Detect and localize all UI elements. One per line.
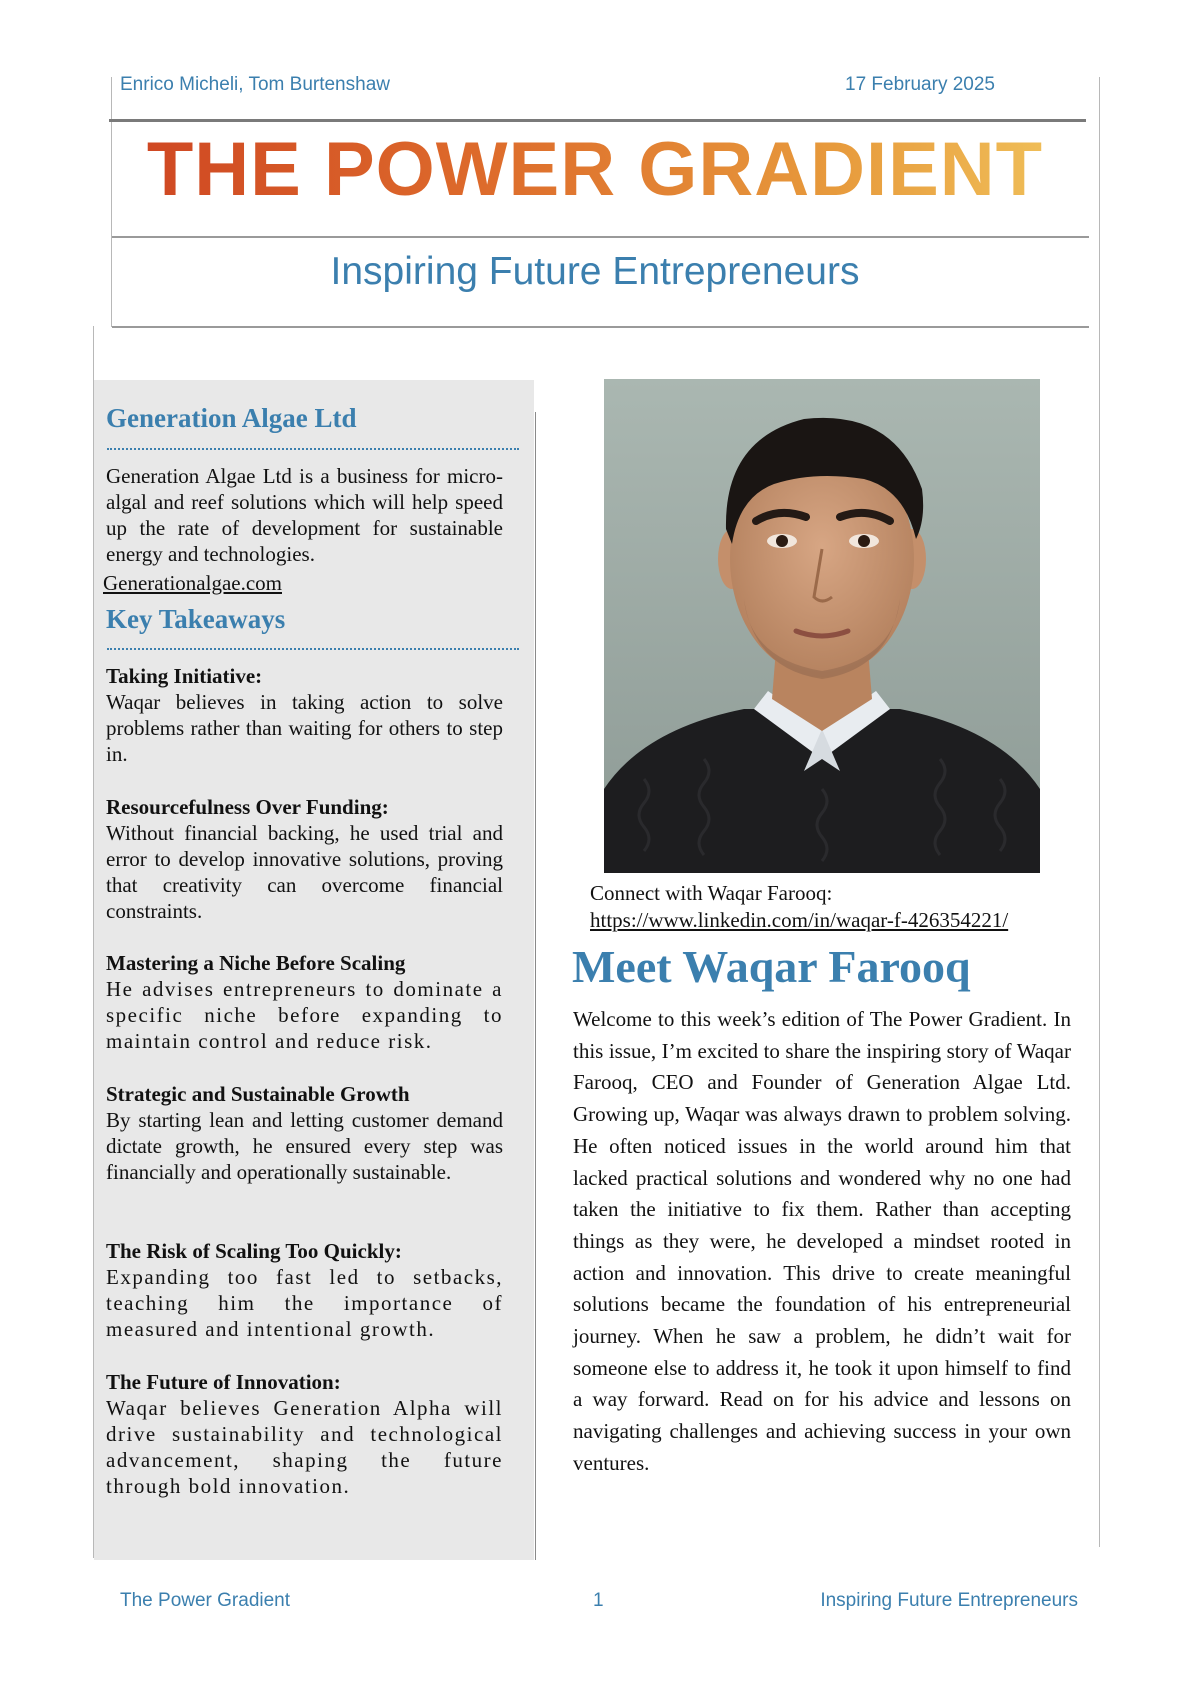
takeaway-title: The Risk of Scaling Too Quickly: xyxy=(106,1239,402,1263)
takeaway-text: He advises entrepreneurs to dominate a specific niche before expanding to maintain control and reduce risk. xyxy=(106,977,503,1053)
footer-publication: The Power Gradient xyxy=(120,1590,291,1611)
company-description: Generation Algae Ltd is a business for micro-algal and reef solutions which will help speed up the rate of development for sustainable energy and technologies. xyxy=(106,464,503,566)
article-body: Welcome to this week’s edition of The Power Gradient. In this issue, I’m excited to share the inspiring story of Waqar Farooq, CEO and Founder of Generation Algae Ltd. Growing up, Waqar was always drawn to problem solving. He often noticed issues in the world around him that lacked practical solutions and wondered why no one had taken the initiative to fix them. Rather than accepting things as they were, he developed a mindset rooted in action and innovation. This drive to create meaningful solutions became the foundation of his entrepreneurial journey. When he saw a problem, he didn’t wait for someone else to address it, he took it upon himself to find a way forward. Read on for his advice and lessons on navigating challenges and achieving success in your own ventures. xyxy=(573,1007,1071,1475)
masthead-rule-top xyxy=(112,236,1089,238)
sidebar-edge xyxy=(535,412,536,1560)
company-heading: Generation Algae Ltd xyxy=(106,403,357,433)
takeaway-item xyxy=(106,663,503,767)
company-link[interactable]: Generationalgae.com xyxy=(103,571,282,595)
takeaway-text: By starting lean and letting customer demand dictate growth, he ensured every step was financially and operationally sustainable. xyxy=(106,1108,503,1184)
takeaway-item xyxy=(106,1081,503,1185)
takeaways-heading: Key Takeaways xyxy=(106,604,286,634)
takeaway-title: Mastering a Niche Before Scaling xyxy=(106,951,406,975)
takeaway-title: Strategic and Sustainable Growth xyxy=(106,1082,410,1106)
portrait-illustration xyxy=(604,379,1040,873)
takeaway-title: Taking Initiative: xyxy=(106,664,263,688)
takeaway-text: Expanding too fast led to setbacks, teaching him the importance of measured and intentional growth. xyxy=(106,1265,503,1341)
takeaways-heading-divider xyxy=(107,648,519,650)
company-heading-divider xyxy=(107,448,519,450)
takeaway-text: Without financial backing, he used trial and error to develop innovative solutions, proving that creativity can overcome financial constraints. xyxy=(106,821,503,923)
takeaway-item xyxy=(106,1369,503,1499)
frame-line-right xyxy=(1099,77,1100,1547)
page-number: 1 xyxy=(593,1590,604,1611)
takeaway-text: Waqar believes Generation Alpha will drive sustainability and technological advancement, shaping the future through bold innovation. xyxy=(106,1396,503,1498)
takeaway-item xyxy=(106,1238,503,1342)
issue-date: 17 February 2025 xyxy=(845,74,995,95)
article-title: Meet Waqar Farooq xyxy=(572,941,971,992)
takeaway-item xyxy=(106,794,503,924)
takeaway-title: The Future of Innovation: xyxy=(106,1370,341,1394)
portrait-photo xyxy=(604,379,1040,873)
takeaway-title: Resourcefulness Over Funding: xyxy=(106,795,389,819)
caption-text: Connect with Waqar Farooq: xyxy=(590,881,833,905)
takeaway-text: Waqar believes in taking action to solve problems rather than waiting for others to step in. xyxy=(106,690,503,766)
masthead-rule-bottom xyxy=(112,326,1089,328)
tagline: Inspiring Future Entrepreneurs xyxy=(330,250,860,293)
header-rule xyxy=(109,119,1086,122)
takeaway-item xyxy=(106,950,503,1054)
photo-caption xyxy=(590,880,1008,934)
authors: Enrico Micheli, Tom Burtenshaw xyxy=(120,74,390,95)
masthead-title: THE POWER GRADIENT xyxy=(0,128,1190,212)
linkedin-link[interactable]: https://www.linkedin.com/in/waqar-f-426354221/ xyxy=(590,908,1009,932)
footer-tagline: Inspiring Future Entrepreneurs xyxy=(820,1590,1078,1611)
